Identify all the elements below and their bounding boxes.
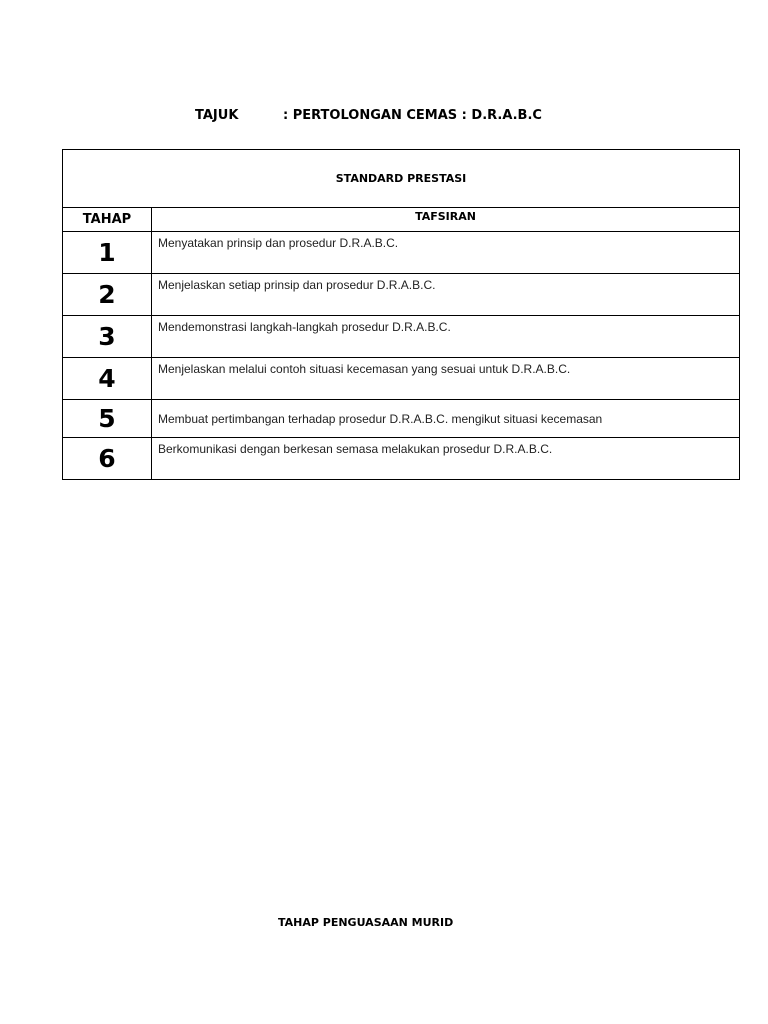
tafsiran-text: Menjelaskan melalui contoh situasi kecemasan yang sesuai untuk D.R.A.B.C. bbox=[152, 358, 740, 400]
tahap-number: 2 bbox=[63, 274, 152, 316]
title-text: : PERTOLONGAN CEMAS : D.R.A.B.C bbox=[283, 108, 542, 123]
tahap-number: 6 bbox=[63, 438, 152, 480]
tafsiran-text: Berkomunikasi dengan berkesan semasa melakukan prosedur D.R.A.B.C. bbox=[152, 438, 740, 480]
standard-prestasi-table bbox=[62, 149, 740, 480]
table-row bbox=[63, 400, 740, 438]
tafsiran-text: Mendemonstrasi langkah-langkah prosedur D.R.A.B.C. bbox=[152, 316, 740, 358]
tahap-number: 5 bbox=[63, 400, 152, 438]
tahap-number: 3 bbox=[63, 316, 152, 358]
title-label: TAJUK bbox=[195, 108, 239, 123]
tafsiran-text: Membuat pertimbangan terhadap prosedur D.R.A.B.C. mengikut situasi kecemasan bbox=[152, 400, 740, 438]
tahap-number: 4 bbox=[63, 358, 152, 400]
table-row bbox=[63, 316, 740, 358]
column-header-tahap: TAHAP bbox=[63, 208, 152, 232]
table-row bbox=[63, 274, 740, 316]
tahap-number: 1 bbox=[63, 232, 152, 274]
table-heading: STANDARD PRESTASI bbox=[63, 150, 740, 208]
tafsiran-text: Menyatakan prinsip dan prosedur D.R.A.B.C. bbox=[152, 232, 740, 274]
document-title bbox=[195, 108, 542, 123]
table-row bbox=[63, 358, 740, 400]
column-header-tafsiran: TAFSIRAN bbox=[152, 208, 740, 232]
table-row bbox=[63, 438, 740, 480]
tafsiran-text: Menjelaskan setiap prinsip dan prosedur D.R.A.B.C. bbox=[152, 274, 740, 316]
table-row bbox=[63, 232, 740, 274]
footer-heading: TAHAP PENGUASAAN MURID bbox=[278, 916, 454, 929]
